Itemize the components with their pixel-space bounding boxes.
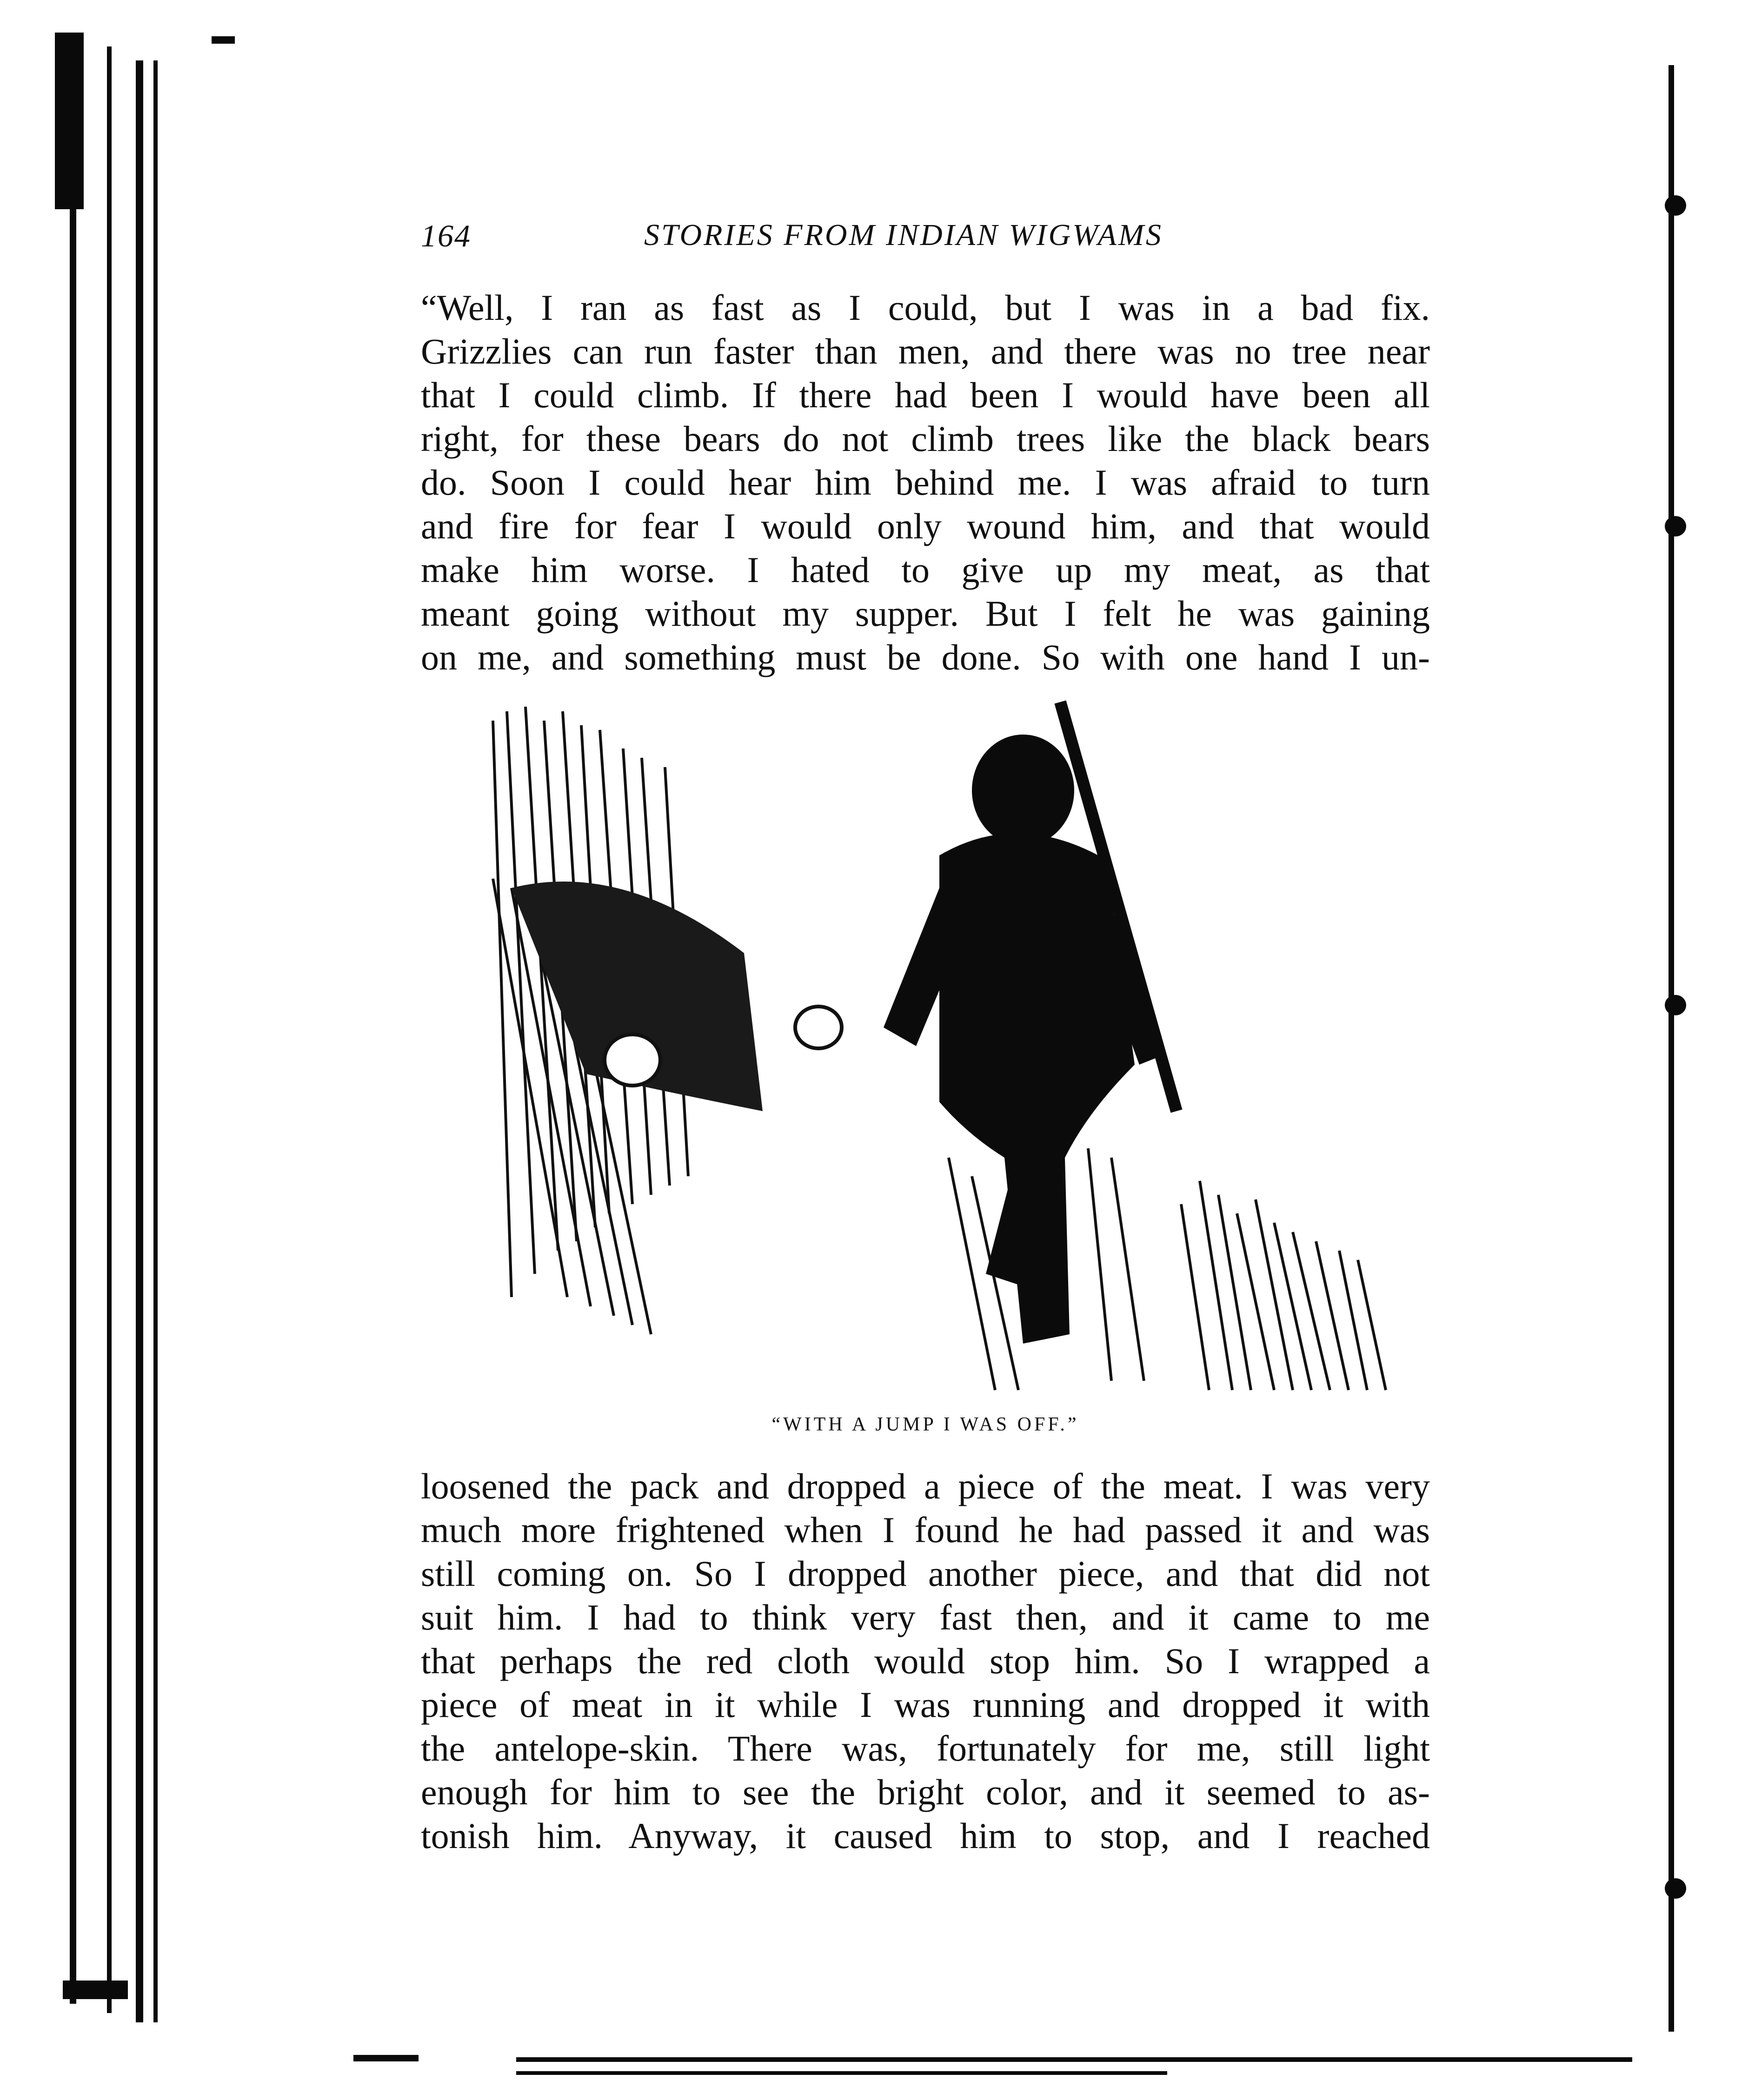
scan-edge-bottom-2 <box>516 2057 1632 2062</box>
text-line: “Well, I ran as fast as I could, but I was in a bad fix. <box>421 287 1430 328</box>
scan-edge-left-bar-3 <box>136 60 143 2022</box>
text-line: on me, and something must be done. So with one hand I un- <box>421 637 1430 677</box>
text-line: that I could climb. If there had been I would have been all <box>421 375 1430 415</box>
text-line: right, for these bears do not climb trees like the black bears <box>421 418 1430 459</box>
scan-edge-left-bar <box>70 42 76 2004</box>
scan-edge-bottom-3 <box>516 2071 1167 2075</box>
paragraph-top <box>421 286 1430 679</box>
text-line: make him worse. I hated to give up my meat, as that <box>421 550 1430 590</box>
text-line: enough for him to see the bright color, and it seemed to as- <box>421 1772 1430 1812</box>
text-line: much more frightened when I found he had passed it and was <box>421 1510 1430 1550</box>
scan-edge-right-notch-3 <box>1665 995 1686 1015</box>
illustration-caption: “WITH A JUMP I WAS OFF.” <box>771 1414 1079 1435</box>
page-header <box>421 218 1430 259</box>
text-line: that perhaps the red cloth would stop him. So I wrapped a <box>421 1641 1430 1681</box>
scan-edge-left-bar-2 <box>107 46 112 2013</box>
running-title: STORIES FROM INDIAN WIGWAMS <box>644 218 1163 252</box>
text-line: do. Soon I could hear him behind me. I was afraid to turn <box>421 462 1430 503</box>
scan-edge-left-thick <box>55 33 84 209</box>
illustration-running-hunter <box>484 693 1390 1404</box>
text-line: loosened the pack and dropped a piece of the meat. I was very <box>421 1466 1430 1506</box>
scan-edge-bottom-1 <box>353 2055 419 2061</box>
text-line: piece of meat in it while I was running and dropped it with <box>421 1684 1430 1725</box>
scan-edge-right-bar <box>1669 65 1674 2032</box>
scan-edge-right-notch-2 <box>1665 516 1686 537</box>
text-line: Grizzlies can run faster than men, and there was no tree near <box>421 331 1430 371</box>
scan-edge-top-dash <box>212 36 235 44</box>
page-number: 164 <box>421 218 471 253</box>
text-line: still coming on. So I dropped another piece, and that did not <box>421 1553 1430 1594</box>
hunter-figure <box>884 735 1163 1344</box>
scan-edge-left-bar-4 <box>153 60 158 2022</box>
text-line: tonish him. Anyway, it caused him to stop, and I reached <box>421 1815 1430 1856</box>
scan-edge-right-notch-1 <box>1665 195 1686 216</box>
text-line: and fire for fear I would only wound him, and that would <box>421 506 1430 546</box>
text-line: meant going without my supper. But I felt he was gaining <box>421 593 1430 634</box>
text-line: suit him. I had to think very fast then, and it came to me <box>421 1597 1430 1637</box>
text-line: the antelope-skin. There was, fortunately for me, still light <box>421 1728 1430 1769</box>
paragraph-bottom <box>421 1464 1430 1858</box>
scan-edge-right-notch-4 <box>1665 1878 1686 1899</box>
scan-edge-left-blob <box>63 1981 128 1999</box>
